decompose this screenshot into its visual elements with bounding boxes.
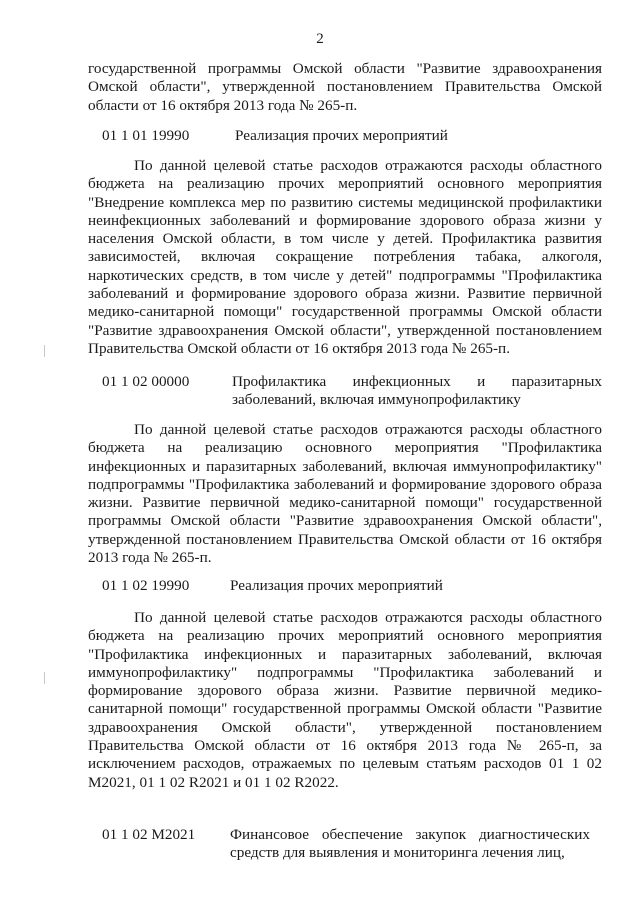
section-3-code: 01 1 02 19990 bbox=[102, 577, 190, 594]
section-1-code: 01 1 01 19990 bbox=[102, 127, 190, 144]
section-2-text-block bbox=[88, 421, 602, 567]
section-4-title: Финансовое обеспечение закупок диагностических средств для выявления и мониторинга лечения лиц, bbox=[230, 826, 590, 862]
intro-paragraph: государственной программы Омской области "Развитие здравоохранения Омской области", утвержденной постановлением Правительства Омской области от 16 октября 2013 года № 265-п. bbox=[88, 60, 602, 114]
section-1-title: Реализация прочих мероприятий bbox=[235, 127, 448, 144]
section-3-title: Реализация прочих мероприятий bbox=[230, 577, 443, 594]
section-2-text: По данной целевой статье расходов отражаются расходы областного бюджета на реализацию основного мероприятия "Профилактика инфекционных и паразитарных заболеваний, включая иммунопрофилактику" подпрограммы "Профилактика заболеваний и формирование здорового образа жизни. Развитие первичной медико-санитарной помощи" государственной программы Омской области "Развитие здравоохранения Омской области", утвержденной постановлением Правительства Омской области от 16 октября 2013 года № 265-п. bbox=[88, 421, 602, 567]
section-3-text: По данной целевой статье расходов отражаются расходы областного бюджета на реализацию прочих мероприятий основного мероприятия "Профилактика инфекционных и паразитарных заболеваний, включая иммунопрофилактику" подпрограммы "Профилактика заболеваний и формирование здорового образа жизни. Развитие первичной медико-санитарной помощи" государственной программы Омской области "Развитие здравоохранения Омской области", утвержденной постановлением Правительства Омской области от 16 октября 2013 года № 265-п, за исключением расходов, отражаемых по целевым статьям расходов 01 1 02 M2021, 01 1 02 R2021 и 01 1 02 R2022. bbox=[88, 609, 602, 791]
section-1-text-block bbox=[88, 157, 602, 358]
section-2-code: 01 1 02 00000 bbox=[102, 373, 190, 390]
section-4-code: 01 1 02 M2021 bbox=[102, 826, 196, 843]
intro-paragraph-block bbox=[88, 60, 602, 115]
section-3-text-block bbox=[88, 609, 602, 792]
scan-margin-mark bbox=[44, 345, 45, 357]
section-2-title: Профилактика инфекционных и паразитарных заболеваний, включая иммунопрофилактику bbox=[232, 373, 602, 409]
section-1-text: По данной целевой статье расходов отражаются расходы областного бюджета на реализацию прочих мероприятий основного мероприятия "Внедрение комплекса мер по развитию системы медицинской профилактики неинфекционных заболеваний и формирование здорового образа жизни у населения Омской области, в том числе у детей. Профилактика развития зависимостей, включая сокращение потребления табака, алкоголя, наркотических средств, в том числе у детей" подпрограммы "Профилактика заболеваний и формирование здорового образа жизни. Развитие первичной медико-санитарной помощи" государственной программы Омской области "Развитие здравоохранения Омской области", утвержденной постановлением Правительства Омской области от 16 октября 2013 года № 265-п. bbox=[88, 157, 602, 357]
page-number: 2 bbox=[316, 31, 324, 47]
scan-margin-mark bbox=[44, 672, 45, 684]
